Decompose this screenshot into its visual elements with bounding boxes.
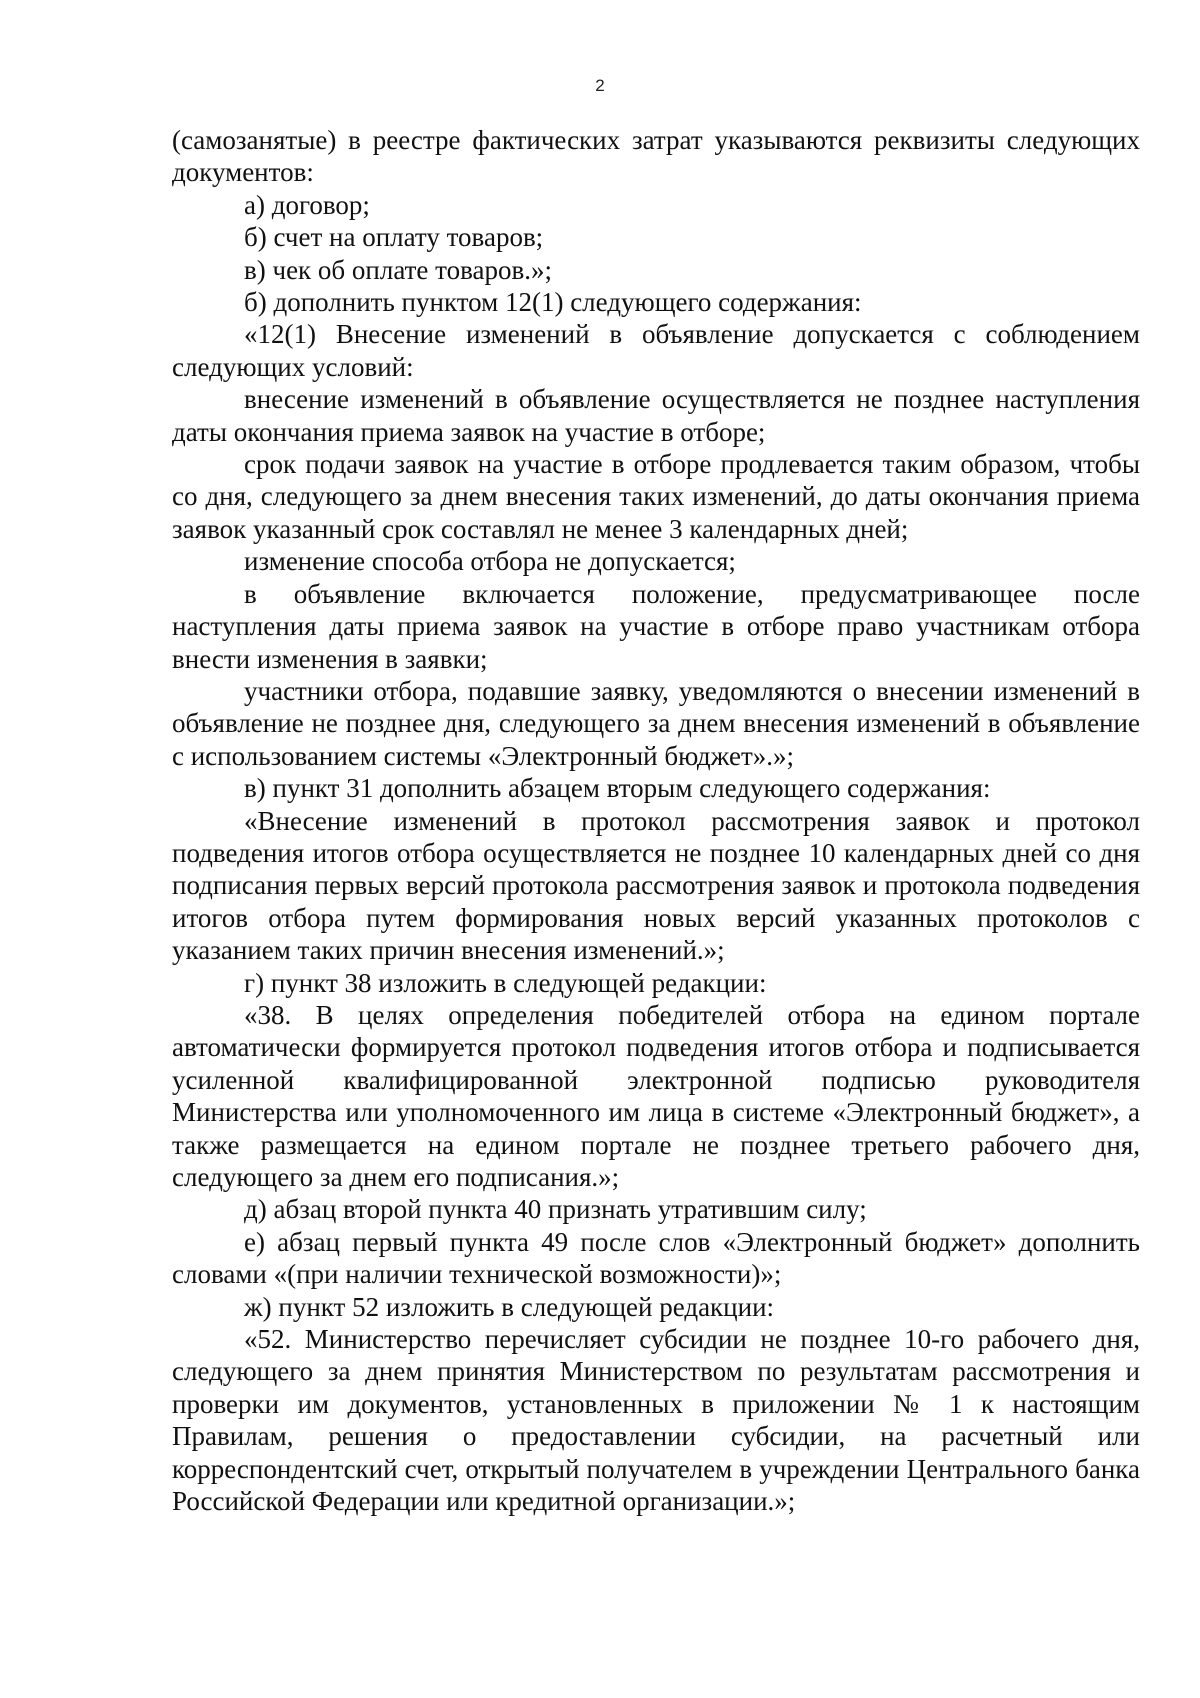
amendment-g-item-38: г) пункт 38 изложить в следующей редакции: — [244, 967, 767, 998]
amendment-zh-item-52: ж) пункт 52 изложить в следующей редакции: — [244, 1291, 775, 1322]
item-12-1-text: «12(1) Внесение изменений в объявление допускается с соблюдением следующих условий: — [172, 319, 1140, 382]
amendment-b-item-12-1: б) дополнить пунктом 12(1) следующего содержания: — [244, 287, 862, 318]
condition-deadline: внесение изменений в объявление осуществляется не позднее наступления даты окончания приема заявок на участие в отборе; — [172, 384, 1140, 447]
condition-method: изменение способа отбора не допускается; — [244, 546, 736, 577]
amendment-v-item-31: в) пункт 31 дополнить абзацем вторым следующего содержания: — [244, 773, 991, 804]
list-item-a-contract: а) договор; — [244, 189, 370, 220]
condition-extension: срок подачи заявок на участие в отборе продлевается таким образом, чтобы со дня, следующего за днем внесения таких изменений, до даты окончания приема заявок указанный срок составлял не менее 3 календарных дней; — [172, 449, 1140, 544]
condition-notification: участники отбора, подавшие заявку, уведомляются о внесении изменений в объявление не позднее дня, следующего за днем внесения изменений в объявление с использованием системы «Электронный бюджет».»; — [172, 675, 1140, 771]
amendment-e-item-49: е) абзац первый пункта 49 после слов «Электронный бюджет» дополнить словами «(при наличии технической возможности)»; — [172, 1226, 1140, 1290]
page-number: 2 — [595, 76, 605, 95]
list-item-b-invoice: б) счет на оплату товаров; — [244, 222, 544, 253]
document-body — [172, 124, 1140, 1517]
item-38-text: «38. В целях определения победителей отбора на едином портале автоматически формируется протокол подведения итогов отбора и подписывается усиленной квалифицированной электронной подписью руководителя Министерства или уполномоченного им лица в системе «Электронный бюджет», а также размещается на едином портале не позднее третьего рабочего дня, следующего за днем его подписания.»; — [172, 999, 1140, 1192]
condition-changes-right: в объявление включается положение, предусматривающее после наступления даты приема заявок на участие в отборе право участникам отбора внести изменения в заявки; — [172, 578, 1140, 674]
amendment-d-item-40: д) абзац второй пункта 40 признать утратившим силу; — [244, 1194, 867, 1225]
paragraph-continuation: (самозанятые) в реестре фактических затрат указываются реквизиты следующих документов: — [172, 125, 1140, 188]
list-item-v-receipt: в) чек об оплате товаров.»; — [244, 254, 552, 285]
item-31-text: «Внесение изменений в протокол рассмотрения заявок и протокол подведения итогов отбора осуществляется не позднее 10 календарных дней со дня подписания первых версий протокола рассмотрения заявок и протокола подведения итогов отбора путем формирования новых версий указанных протоколов с указанием таких причин внесения изменений.»; — [172, 805, 1140, 966]
item-52-text: «52. Министерство перечисляет субсидии не позднее 10-го рабочего дня, следующего за днем принятия Министерством по результатам рассмотрения и проверки им документов, установленных в приложении № 1 к настоящим Правилам, решения о предоставлении субсидии, на расчетный или корреспондентский счет, открытый получателем в учреждении Центрального банка Российской Федерации или кредитной организации.»; — [172, 1324, 1140, 1517]
